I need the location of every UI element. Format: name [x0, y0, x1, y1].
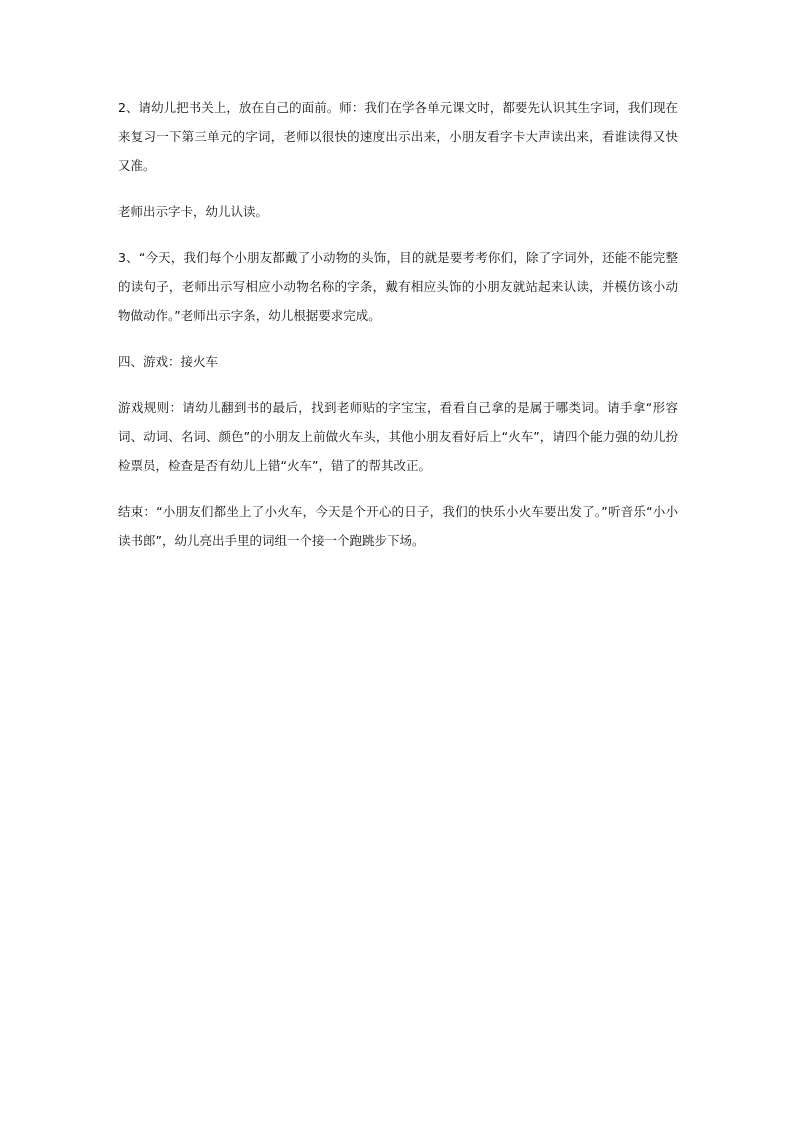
paragraph-teacher-shows-cards: 老师出示字卡，幼儿认读。	[118, 204, 269, 219]
paragraph-ending: 结束：“小朋友们都坐上了小火车，今天是个开心的日子，我们的快乐小火车要出发了。”听音乐“小小读书郎”，幼儿亮出手里的词组一个接一个跑跳步下场。	[118, 504, 678, 548]
paragraph-game-rules: 游戏规则：请幼儿翻到书的最后，找到老师贴的字宝宝，看看自己拿的是属于哪类词。请手拿“形容词、动词、名词、颜色”的小朋友上前做火车头，其他小朋友看好后上“火车”，请四个能力强的幼儿扮检票员，检查是否有幼儿上错“火车”，错了的帮其改正。	[118, 400, 678, 473]
section-heading-game: 四、游戏：接火车	[118, 354, 219, 369]
paragraph-step-2: 2、请幼儿把书关上，放在自己的面前。师：我们在学各单元课文时，都要先认识其生字词，我们现在来复习一下第三单元的字词，老师以很快的速度出示出来，小朋友看字卡大声读出来，看谁读得又快又准。	[118, 100, 678, 173]
document-body	[118, 93, 678, 572]
paragraph-step-3: 3、“今天，我们每个小朋友都戴了小动物的头饰，目的就是要考考你们，除了字词外，还能不能完整的读句子，老师出示写相应小动物名称的字条，戴有相应头饰的小朋友就站起来认读，并模仿该小动物做动作。”老师出示字条，幼儿根据要求完成。	[118, 250, 678, 323]
